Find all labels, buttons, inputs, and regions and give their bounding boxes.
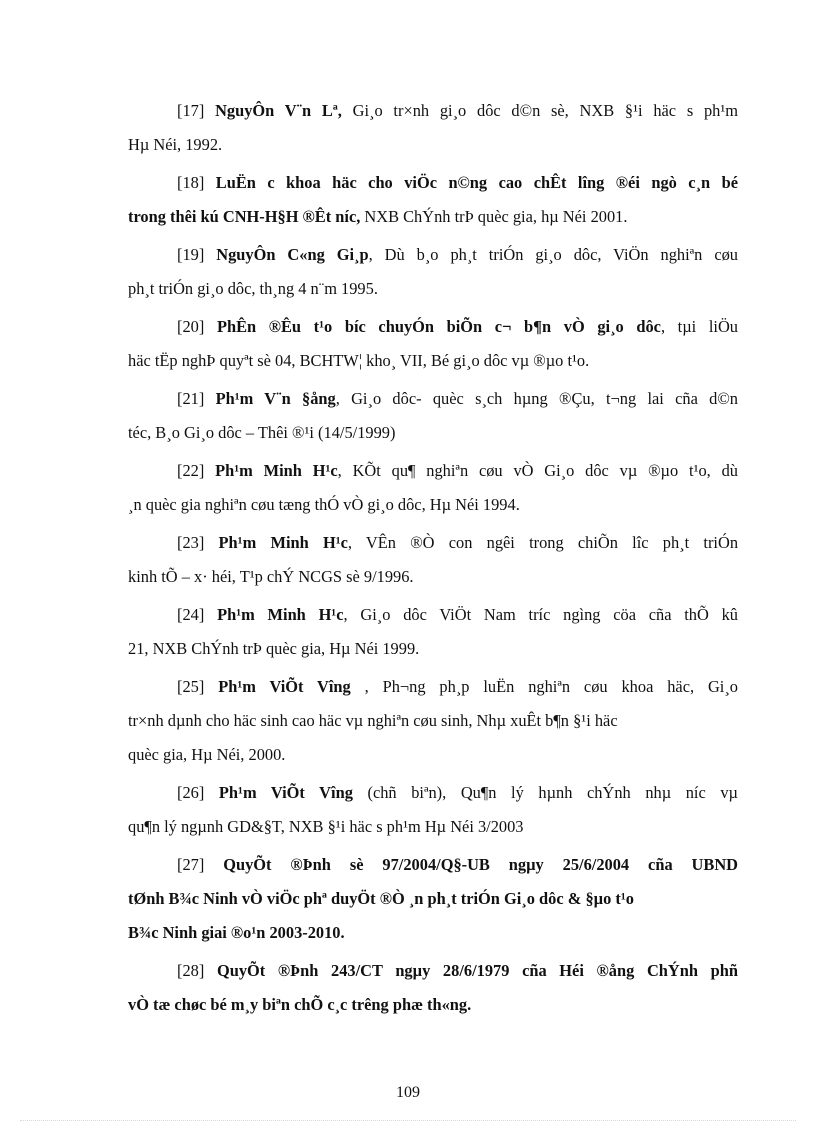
- reference-first-line: [128, 382, 738, 416]
- reference-text: , Gi¸o dôc ViÖt Nam tríc ngìng cöa cña thÕ kû: [343, 605, 738, 624]
- reference-first-line: [128, 166, 738, 200]
- reference-first-line: [128, 954, 738, 988]
- reference-continuation-line: [128, 488, 738, 522]
- reference-text: (chñ biªn), Qu¶n lý hµnh chÝnh nhµ níc vµ: [352, 783, 738, 802]
- reference-text: , Dù b¸o ph¸t triÓn gi¸o dôc, ViÖn nghiªn cøu: [368, 245, 738, 264]
- reference-text: 21, NXB ChÝnh trÞ quèc gia, Hµ Néi 1999.: [128, 639, 420, 658]
- reference-bold-text: QuyÕt ®Þnh 243/CT ngµy 28/6/1979 cña Héi ®ång ChÝnh phñ: [216, 961, 738, 980]
- reference-item: [128, 94, 738, 162]
- reference-bold-text: Ph¹m Minh H¹c: [217, 605, 344, 624]
- reference-bold-text: Ph¹m Minh H¹c: [215, 461, 338, 480]
- reference-text: [28]: [177, 961, 217, 980]
- reference-item: [128, 776, 738, 844]
- reference-bold-text: B¾c Ninh giai ®o¹n 2003-2010.: [128, 923, 345, 942]
- reference-item: [128, 166, 738, 234]
- reference-continuation-line: [128, 416, 738, 450]
- reference-text: [23]: [177, 533, 219, 552]
- reference-text: häc tËp nghÞ quyªt sè 04, BCHTW¦ kho¸ VII, Bé gi¸o dôc vµ ®µo t¹o.: [128, 351, 590, 370]
- reference-item: [128, 954, 738, 1022]
- reference-continuation-line: [128, 916, 738, 950]
- reference-item: [128, 454, 738, 522]
- reference-item: [128, 238, 738, 306]
- reference-first-line: [128, 598, 738, 632]
- reference-bold-text: Ph¹m Minh H¹c: [218, 533, 348, 552]
- reference-text: , Gi¸o dôc- quèc s¸ch hµng ®Çu, t¬ng lai cña d©n: [335, 389, 738, 408]
- reference-text: , VÊn ®Ò con ngêi trong chiÕn lîc ph¸t triÓn: [347, 533, 739, 552]
- reference-text: [20]: [177, 317, 217, 336]
- reference-first-line: [128, 848, 738, 882]
- reference-text: Hµ Néi, 1992.: [128, 135, 223, 154]
- reference-continuation-line: [128, 272, 738, 306]
- reference-first-line: [128, 670, 738, 704]
- reference-bold-text: NguyÔn V¨n Lª,: [215, 101, 342, 120]
- reference-continuation-line: [128, 128, 738, 162]
- reference-first-line: [128, 94, 738, 128]
- reference-bold-text: QuyÕt ®Þnh sè 97/2004/Q§-UB ngµy 25/6/2004 cña UBND: [223, 855, 739, 874]
- reference-bold-text: trong thêi kú CNH-H§H ®Êt níc,: [128, 207, 361, 226]
- reference-text: quèc gia, Hµ Néi, 2000.: [128, 745, 286, 764]
- reference-bold-text: Ph¹m ViÕt Vîng: [218, 783, 353, 802]
- reference-continuation-line: [128, 344, 738, 378]
- reference-continuation-line: [128, 738, 738, 772]
- reference-first-line: [128, 238, 738, 272]
- reference-first-line: [128, 526, 738, 560]
- reference-first-line: [128, 310, 738, 344]
- reference-text: [19]: [177, 245, 217, 264]
- reference-text: [25]: [177, 677, 219, 696]
- reference-item: [128, 670, 738, 772]
- reference-text: NXB ChÝnh trÞ quèc gia, hµ Néi 2001.: [360, 207, 628, 226]
- reference-text: ph¸t triÓn gi¸o dôc, th¸ng 4 n¨m 1995.: [128, 279, 378, 298]
- reference-text: , KÕt qu¶ nghiªn cøu vÒ Gi¸o dôc vµ ®µo t¹o, dù: [337, 461, 738, 480]
- page-number: 109: [396, 1084, 420, 1101]
- reference-text: [21]: [177, 389, 216, 408]
- reference-text: ¸n quèc gia nghiªn cøu tæng thÓ vÒ gi¸o dôc, Hµ Néi 1994.: [128, 495, 520, 514]
- reference-bold-text: NguyÔn C«ng Gi¸p: [216, 245, 369, 264]
- reference-bold-text: PhÊn ®Êu t¹o bíc chuyÓn biÕn c¬ b¶n vÒ gi¸o dôc: [216, 317, 661, 336]
- reference-continuation-line: [128, 632, 738, 666]
- bottom-divider: [20, 1120, 796, 1121]
- reference-item: [128, 526, 738, 594]
- reference-item: [128, 848, 738, 950]
- reference-text: [22]: [177, 461, 216, 480]
- reference-continuation-line: [128, 810, 738, 844]
- reference-text: , tµi liÖu: [660, 317, 738, 336]
- reference-text: tr×nh dµnh cho häc sinh cao häc vµ nghiªn cøu sinh, Nhµ xuÊt b¶n §¹i häc: [128, 711, 618, 730]
- reference-text: qu¶n lý ngµnh GD&§T, NXB §¹i häc s ph¹m Hµ Néi 3/2003: [128, 817, 524, 836]
- reference-first-line: [128, 776, 738, 810]
- reference-first-line: [128, 454, 738, 488]
- reference-continuation-line: [128, 704, 738, 738]
- reference-continuation-line: [128, 882, 738, 916]
- reference-text: , Ph¬ng ph¸p luËn nghiªn cøu khoa häc, Gi¸o: [350, 677, 738, 696]
- reference-text: [24]: [177, 605, 218, 624]
- reference-text: [26]: [177, 783, 219, 802]
- reference-text: Gi¸o tr×nh gi¸o dôc d©n sè, NXB §¹i häc s ph¹m: [341, 101, 739, 120]
- reference-bold-text: vÒ tæ chøc bé m¸y biªn chÕ c¸c trêng phæ th«ng.: [128, 995, 472, 1014]
- reference-bold-text: LuËn c khoa häc cho viÖc n©ng cao chÊt lîng ®éi ngò c¸n bé: [215, 173, 738, 192]
- reference-text: kinh tÕ – x· héi, T¹p chÝ NCGS sè 9/1996.: [128, 567, 414, 586]
- reference-text: [27]: [177, 855, 224, 874]
- reference-bold-text: tØnh B¾c Ninh vÒ viÖc phª duyÖt ®Ò ¸n ph¸t triÓn Gi¸o dôc & §µo t¹o: [128, 889, 634, 908]
- reference-continuation-line: [128, 988, 738, 1022]
- reference-continuation-line: [128, 560, 738, 594]
- reference-item: [128, 382, 738, 450]
- reference-text: [17]: [177, 101, 216, 120]
- reference-item: [128, 598, 738, 666]
- reference-bold-text: Ph¹m ViÕt Vîng: [218, 677, 351, 696]
- reference-text: téc, B¸o Gi¸o dôc – Thêi ®¹i (14/5/1999): [128, 423, 396, 442]
- reference-item: [128, 310, 738, 378]
- reference-text: [18]: [177, 173, 216, 192]
- reference-continuation-line: [128, 200, 738, 234]
- reference-bold-text: Ph¹m V¨n §ång: [215, 389, 336, 408]
